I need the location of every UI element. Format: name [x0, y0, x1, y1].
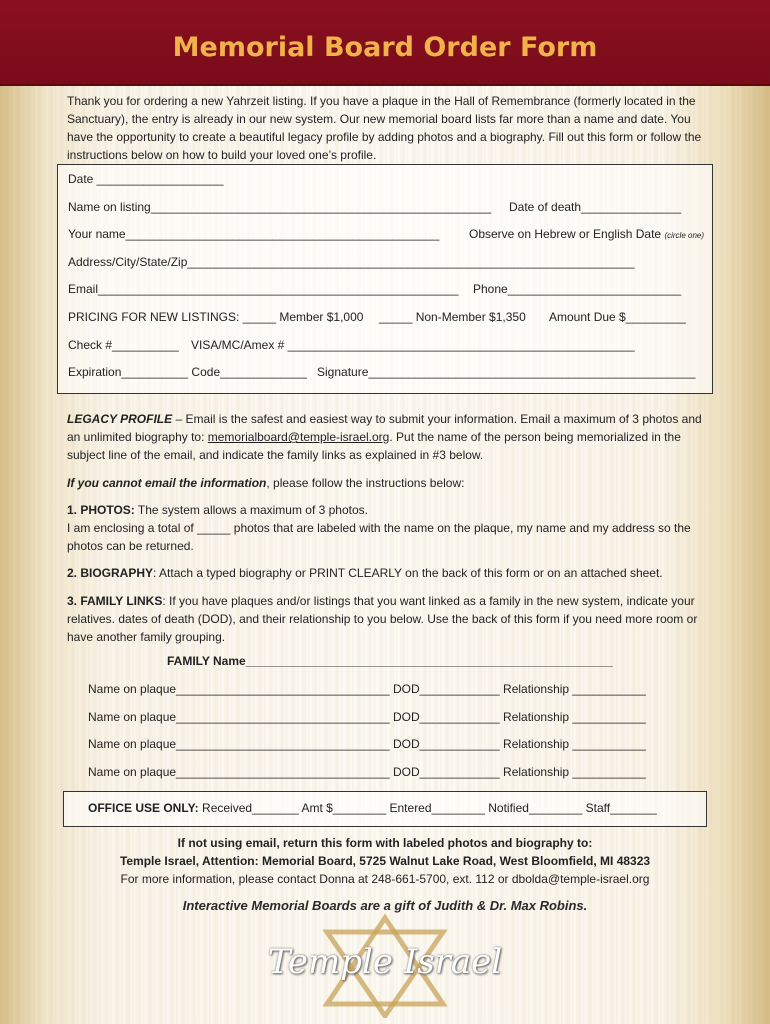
- observe-option[interactable]: [469, 227, 704, 241]
- memorial-email-link[interactable]: memorialboard@temple-israel.org: [207, 430, 390, 444]
- contact-line: For more information, please contact Donna at 248-661-5700, ext. 112 or dbolda@temple-israel.org: [120, 872, 650, 886]
- family-row[interactable]: Name on plaque________________________________ DOD____________ Relationship ___________: [88, 710, 646, 724]
- biography-heading: 2. BIOGRAPHY: [67, 566, 154, 580]
- return-line-2: [0, 852, 770, 870]
- no-email-bold: If you cannot email the information: [67, 476, 267, 490]
- return-address: Temple Israel, Attention: Memorial Board, 5725 Walnut Lake Road, West Bloomfield, MI 48323: [119, 854, 651, 868]
- address-field[interactable]: Address/City/State/Zip___________________________________________________________________: [68, 255, 635, 269]
- family-links-heading: 3. FAMILY LINKS: [67, 594, 163, 608]
- legacy-profile-section: [67, 410, 712, 464]
- legacy-paragraph: [67, 410, 712, 464]
- legacy-text-2: . Put the name of the person being memorialized in the subject line of the email, and indicate the family links as explained in #3 below.: [67, 430, 681, 462]
- date-of-death-field[interactable]: Date of death_______________: [509, 200, 682, 214]
- page-title: Memorial Board Order Form: [172, 32, 598, 63]
- pricing-member-field[interactable]: PRICING FOR NEW LISTINGS: _____ Member $1,000: [68, 310, 364, 324]
- family-row[interactable]: Name on plaque________________________________ DOD____________ Relationship ___________: [88, 737, 646, 751]
- family-links-paragraph: [67, 592, 712, 646]
- office-use-box: [63, 791, 707, 827]
- family-row[interactable]: Name on plaque________________________________ DOD____________ Relationship ___________: [88, 682, 646, 696]
- name-on-listing-field[interactable]: Name on listing___________________________________________________: [68, 200, 492, 214]
- your-name-field[interactable]: Your name_______________________________________________: [68, 227, 440, 241]
- date-field[interactable]: Date ___________________: [68, 172, 224, 186]
- biography-paragraph: [67, 564, 712, 582]
- check-field[interactable]: Check #__________: [68, 338, 179, 352]
- photos-heading: 1. PHOTOS:: [67, 503, 135, 517]
- family-links-text: : If you have plaques and/or listings that you want linked as a family in the new system, indicate your relatives. dates of death (DOD), and their relationship to you below. Use the back of this form if you need more room or have another family grouping.: [67, 594, 698, 644]
- family-name-field[interactable]: [167, 654, 613, 668]
- office-use-fields[interactable]: Received_______ Amt $________ Entered________ Notified________ Staff_______: [198, 801, 657, 815]
- no-email-section: [67, 474, 712, 492]
- card-number-field[interactable]: VISA/MC/Amex # ____________________________________________________: [191, 338, 635, 352]
- intro-text: Thank you for ordering a new Yahrzeit listing. If you have a plaque in the Hall of Remembrance (formerly located in the Sanctuary), the entry is already in our new system. Our new memorial board lists far more than a name and date. You have the opportunity to create a beautiful legacy profile by adding photos and a biography. Fill out this form or follow the instructions below on how to build your loved one’s profile.: [67, 94, 702, 162]
- phone-field[interactable]: Phone__________________________: [473, 282, 682, 296]
- header-banner: [0, 0, 770, 86]
- pricing-non-member-field[interactable]: _____ Non-Member $1,350: [379, 310, 526, 324]
- return-line-1: [0, 834, 770, 852]
- amount-due-field[interactable]: Amount Due $_________: [549, 310, 686, 324]
- legacy-heading: LEGACY PROFILE: [67, 412, 173, 426]
- biography-text: : Attach a typed biography or PRINT CLEARLY on the back of this form or on an attached sheet.: [153, 566, 663, 580]
- photos-line-2: I am enclosing a total of _____ photos that are labeled with the name on the plaque, my name and my address so the photos can be returned.: [67, 521, 691, 553]
- office-use-line: [88, 801, 657, 815]
- photos-section: [67, 501, 712, 555]
- family-row[interactable]: Name on plaque________________________________ DOD____________ Relationship ___________: [88, 765, 646, 779]
- circle-one-note: (circle one): [664, 231, 705, 240]
- no-email-rest: , please follow the instructions below:: [266, 476, 465, 490]
- no-email-paragraph: [67, 474, 712, 492]
- order-form-box: [57, 164, 713, 394]
- intro-section: [67, 92, 707, 164]
- signature-field[interactable]: Signature_________________________________________________: [317, 365, 696, 379]
- expiration-code-field[interactable]: Expiration__________ Code_____________: [68, 365, 307, 379]
- office-use-label: OFFICE USE ONLY:: [88, 801, 199, 815]
- photos-line-1: [67, 501, 712, 519]
- return-instructions: If not using email, return this form with labeled photos and biography to:: [177, 836, 593, 850]
- temple-israel-logo: [265, 912, 505, 1018]
- photos-text: The system allows a maximum of 3 photos.: [134, 503, 368, 517]
- email-field[interactable]: Email______________________________________________________: [68, 282, 459, 296]
- biography-section: [67, 564, 712, 582]
- gift-note: Interactive Memorial Boards are a gift of Judith & Dr. Max Robins.: [182, 898, 588, 913]
- legacy-text-1: – Email is the safest and easiest way to submit your information. Email a maximum of 3 photos and an unlimited biography to:: [67, 412, 702, 444]
- logo-text: Temple Israel: [267, 942, 503, 982]
- family-name-label: FAMILY Name_______________________________________________________: [167, 654, 613, 668]
- family-links-section: [67, 592, 712, 646]
- observe-label: Observe on Hebrew or English Date: [469, 227, 662, 241]
